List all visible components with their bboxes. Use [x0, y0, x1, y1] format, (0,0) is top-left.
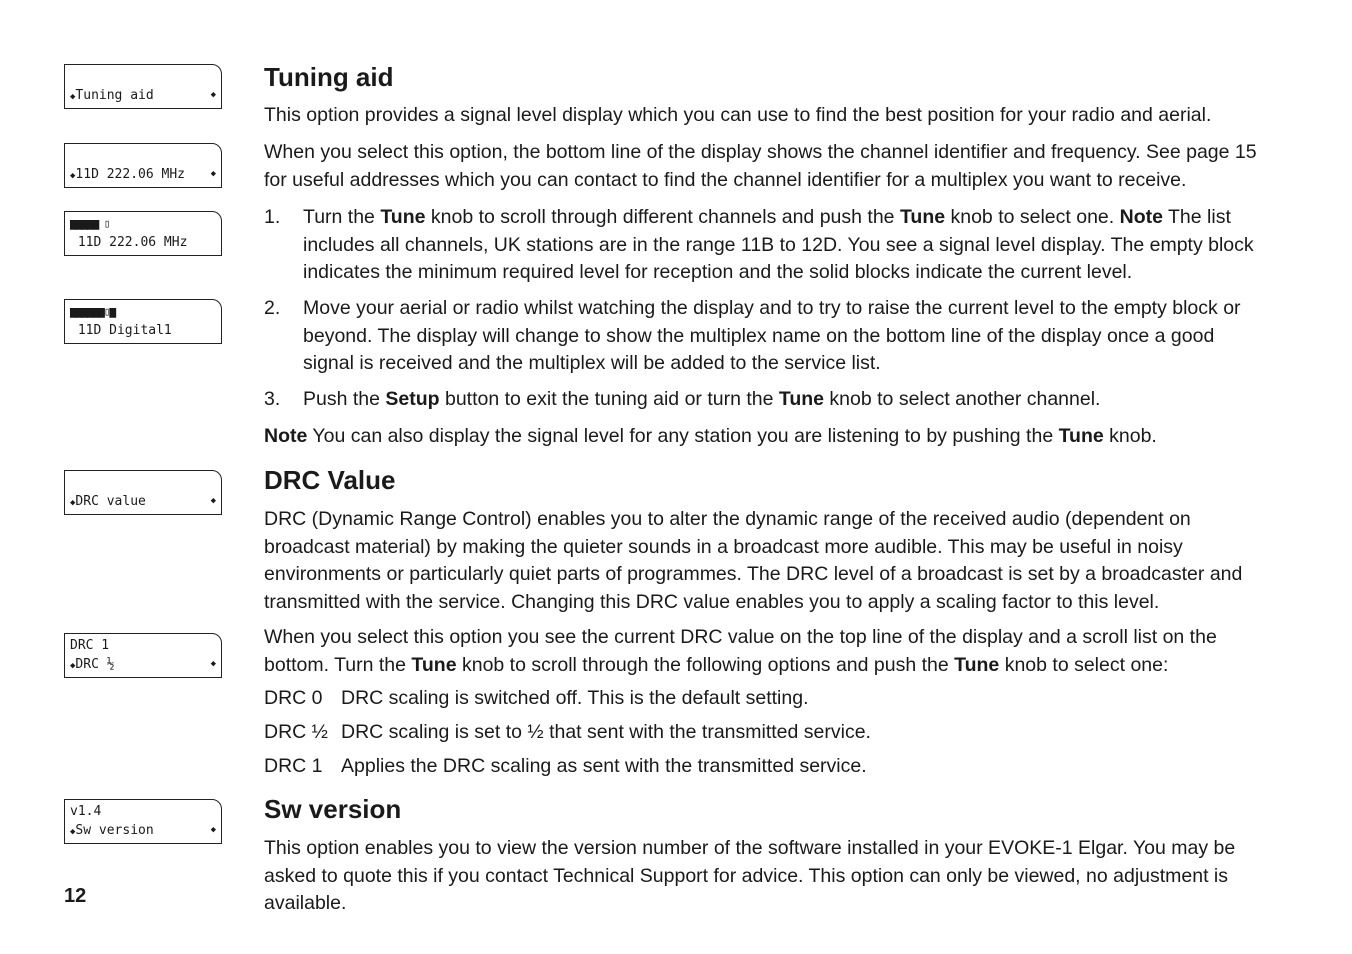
paragraph: This option enables you to view the version number of the software installed in your EVOKE-1 Elgar. You may be asked to quote this if you contact Technical Support for advice. This option can only be viewed, no adjustment is available. — [264, 837, 1236, 914]
arrow-right-icon: ◆ — [210, 659, 216, 669]
paragraph: This option provides a signal level display which you can use to find the best position for your radio and aerial. — [264, 104, 1212, 126]
lcd-signal-level — [64, 211, 222, 256]
drc-option: DRC ½ DRC scaling is set to ½ that sent with the transmitted service. — [264, 721, 871, 743]
page-number: 12 — [64, 885, 87, 907]
lcd-drc-setting — [64, 633, 222, 678]
paragraph: When you select this option, the bottom line of the display shows the channel identifier and frequency. See page 15 for useful addresses which you can contact to find the channel identifier for a multiplex you want to receive. — [264, 141, 1257, 191]
lcd-drc-value — [64, 470, 222, 515]
lcd-text: 11D 222.06 MHz — [75, 167, 185, 182]
list-item: 2. Move your aerial or radio whilst watching the display and to try to raise the current level to the empty block or beyond. The display will change to show the multiplex name on the bottom line of the display once a good signal is received and the multiplex will be added to the service list. — [264, 297, 1241, 374]
signal-bars: ▆▆▆▆▆▆▯▆ — [70, 305, 115, 318]
drc-option: DRC 1 Applies the DRC scaling as sent with the transmitted service. — [264, 755, 867, 777]
arrow-right-icon: ◆ — [210, 825, 216, 835]
arrow-left-icon: ◆ — [70, 92, 76, 102]
lcd-text: 11D 222.06 MHz — [70, 235, 188, 250]
lcd-text: Tuning aid — [75, 88, 154, 103]
list-item: 1. Turn the Tune knob to scroll through different channels and push the Tune knob to select one. Note The list includes all channels, UK stations are in the range 11B to 12D. You see a signal level display. The empty block indicates the minimum required level for reception and the solid blocks indicate the current level. — [264, 206, 1254, 283]
paragraph: When you select this option you see the current DRC value on the top line of the display and a scroll list on the bottom. Turn the Tune knob to scroll through the following options and push the Tune knob to select one: — [264, 626, 1217, 676]
paragraph: DRC (Dynamic Range Control) enables you to alter the dynamic range of the received audio (dependent on broadcast material) by making the quieter sounds in a broadcast more audible. This may be useful in noisy environments or particularly quiet parts of programmes. The DRC level of a broadcast is set by a broadcaster and transmitted with the service. Changing this DRC value enables you to apply a scaling factor to this level. — [264, 508, 1243, 613]
lcd-multiplex-name — [64, 299, 222, 344]
heading-tuning-aid: Tuning aid — [264, 62, 394, 92]
heading-drc-value: DRC Value — [264, 465, 396, 495]
arrow-left-icon: ◆ — [70, 171, 76, 181]
lcd-text: DRC ½ — [75, 657, 115, 672]
note: Note You can also display the signal level for any station you are listening to by pushing the Tune knob. — [264, 425, 1157, 447]
arrow-left-icon: ◆ — [70, 498, 76, 508]
lcd-text: DRC 1 — [70, 638, 110, 653]
lcd-text: Sw version — [75, 823, 154, 838]
heading-sw-version: Sw version — [264, 794, 402, 824]
lcd-text: DRC value — [75, 494, 146, 509]
arrow-left-icon: ◆ — [70, 661, 76, 671]
lcd-frequency — [64, 143, 222, 188]
lcd-text: 11D Digital1 — [70, 323, 172, 338]
lcd-tuning-aid — [64, 64, 222, 109]
arrow-right-icon: ◆ — [210, 169, 216, 179]
arrow-left-icon: ◆ — [70, 827, 76, 837]
arrow-right-icon: ◆ — [210, 496, 216, 506]
lcd-text: v1.4 — [70, 804, 102, 819]
signal-bars: ▆▆▆▆▆ ▯ — [70, 217, 110, 230]
drc-option: DRC 0 DRC scaling is switched off. This is the default setting. — [264, 687, 809, 709]
lcd-sw-version — [64, 799, 222, 844]
arrow-right-icon: ◆ — [210, 90, 216, 100]
list-item: 3. Push the Setup button to exit the tuning aid or turn the Tune knob to select another channel. — [264, 388, 1101, 410]
